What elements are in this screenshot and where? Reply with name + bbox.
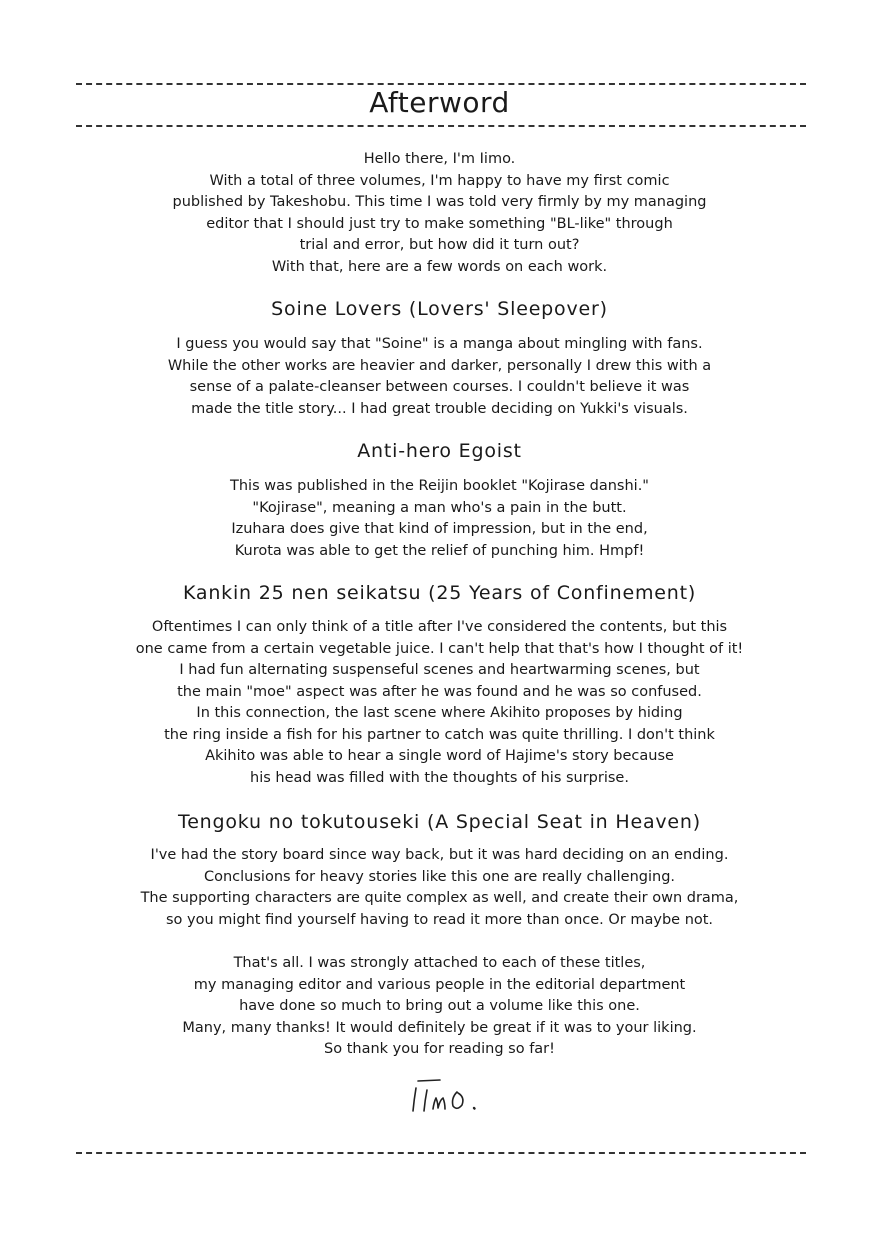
intro-paragraph [0,149,879,278]
text-line: While the other works are heavier and darker, personally I drew this with a [167,357,712,374]
text-line: That's all. I was strongly attached to each of these titles, [233,955,646,971]
section-heading: Tengoku no tokutouseki (A Special Seat in Heaven) [178,811,701,833]
text-line: Many, many thanks! It would definitely be great if it was to your liking. [182,1019,697,1036]
text-line: my managing editor and various people in the editorial department [193,976,686,993]
text-line: trial and error, but how did it turn out? [299,237,580,253]
section-heading: Soine Lovers (Lovers' Sleepover) [271,298,608,320]
text-line: With that, here are a few words on each work. [271,258,608,275]
text-line: the main "moe" aspect was after he was found and he was so confused. [177,683,702,700]
title-dashed-divider [76,125,806,127]
text-line: I've had the story board since way back, but it was hard deciding on an ending. [150,847,729,863]
section-heading: Anti-hero Egoist [357,440,522,462]
text-line: The supporting characters are quite complex as well, and create their own drama, [140,890,739,906]
text-line: sense of a palate-cleanser between courses. I couldn't believe it was [189,379,690,395]
closing-paragraph [0,953,879,1061]
text-line: editor that I should just try to make something "BL-like" through [206,215,673,232]
text-line: In this connection, the last scene where Akihito proposes by hiding [196,705,683,721]
section-paragraph [0,334,879,420]
text-line: his head was filled with the thoughts of his surprise. [250,769,629,786]
section-paragraph [0,845,879,931]
text-line: With a total of three volumes, I'm happy to have my first comic [209,172,670,189]
page-title: Afterword [369,86,510,119]
text-line: the ring inside a fish for his partner to catch was quite thrilling. I don't think [164,726,715,743]
text-line: I had fun alternating suspenseful scenes and heartwarming scenes, but [179,662,700,678]
section-paragraph [0,476,879,562]
text-line: I guess you would say that "Soine" is a manga about mingling with fans. [176,336,703,352]
text-line: Kurota was able to get the relief of punching him. Hmpf! [234,542,645,559]
bottom-dashed-divider [76,1152,806,1154]
text-line: made the title story... I had great trouble deciding on Yukki's visuals. [191,400,688,417]
text-line: published by Takeshobu. This time I was told very firmly by my managing [172,194,707,210]
text-line: Izuhara does give that kind of impression, but in the end, [231,521,648,537]
text-line: So thank you for reading so far! [324,1041,555,1057]
section-heading: Kankin 25 nen seikatsu (25 Years of Confinement) [182,582,697,604]
text-line: "Kojirase", meaning a man who's a pain in the butt. [252,499,627,516]
text-line: so you might find yourself having to read it more than once. Or maybe not. [165,911,714,928]
text-line: one came from a certain vegetable juice. I can't help that that's how I thought of it! [135,640,744,657]
top-dashed-divider [76,83,806,85]
text-line: have done so much to bring out a volume like this one. [239,998,640,1014]
text-line: Akihito was able to hear a single word of Hajime's story because [205,748,674,764]
section-paragraph [0,617,879,789]
handwritten-signature [402,1078,484,1118]
text-line: Oftentimes I can only think of a title after I've considered the contents, but this [151,619,728,635]
text-line: Conclusions for heavy stories like this one are really challenging. [203,868,676,885]
text-line: This was published in the Reijin booklet "Kojirase danshi." [230,478,649,494]
text-line: Hello there, I'm Iimo. [363,151,516,167]
